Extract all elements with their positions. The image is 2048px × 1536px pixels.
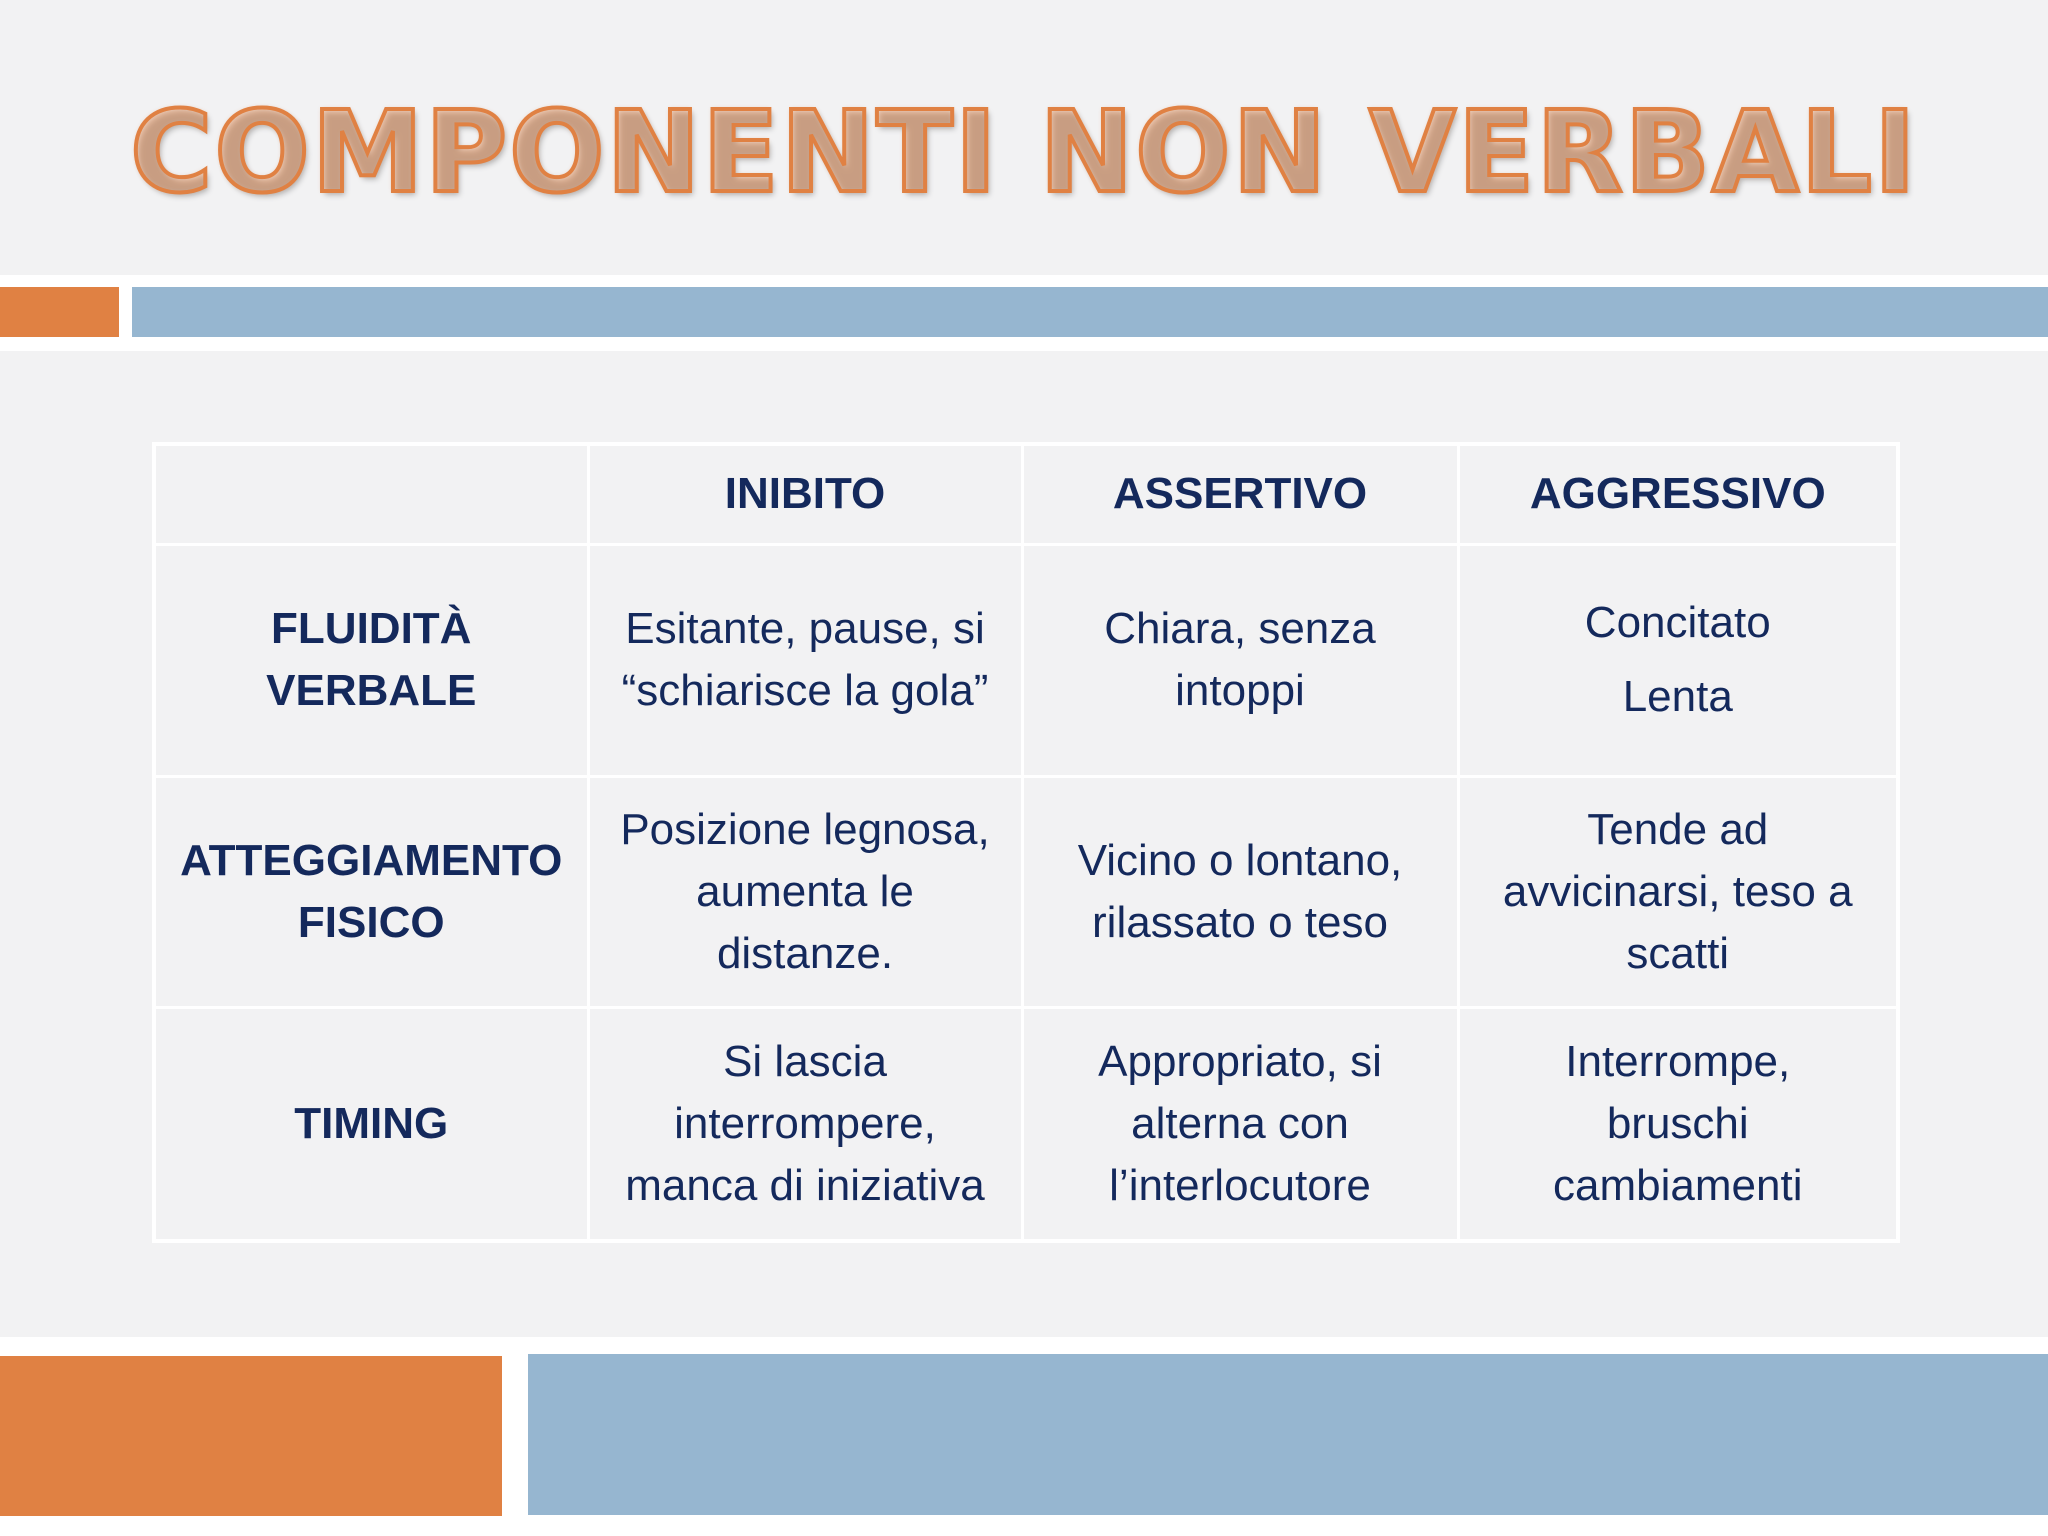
row-header-line: TIMING (294, 1098, 449, 1148)
table-header-row (154, 444, 1898, 544)
row-header-line: VERBALE (266, 666, 477, 715)
cell-line: manca di iniziativa (625, 1160, 985, 1210)
row-header-timing (154, 1007, 588, 1241)
cell-line: “schiarisce la gola” (621, 666, 989, 715)
slide-title: COMPONENTI NON VERBALI (130, 88, 1918, 218)
cell-line: Si lascia (723, 1036, 887, 1086)
cell-line: Chiara, senza (1104, 604, 1376, 653)
cell-timing-aggressivo (1458, 1007, 1898, 1241)
cell-line: interrompere, (674, 1098, 936, 1148)
cell-line: Concitato (1584, 598, 1771, 647)
top-blue-bar (132, 287, 2048, 337)
cell-line: aumenta le (696, 866, 914, 916)
cell-line: Vicino o lontano, (1077, 835, 1403, 885)
cell-line: avvicinarsi, teso a (1502, 866, 1853, 916)
cell-line: rilassato o teso (1092, 897, 1388, 947)
cell-line: bruschi (1606, 1098, 1749, 1148)
header-cell-empty (154, 444, 588, 544)
cell-line: Tende ad (1587, 804, 1769, 854)
table-row-timing (154, 1007, 1898, 1241)
cell-line: Lenta (1622, 672, 1733, 721)
header-cell-inibito: INIBITO (588, 444, 1022, 544)
table-row-fluidita (154, 544, 1898, 776)
cell-atteggiamento-aggressivo (1458, 776, 1898, 1007)
row-header-line: FLUIDITÀ (271, 604, 472, 653)
cell-line: Posizione legnosa, (620, 804, 990, 854)
row-header-line: ATTEGGIAMENTO (180, 835, 563, 885)
table-row-atteggiamento (154, 776, 1898, 1007)
header-cell-assertivo: ASSERTIVO (1022, 444, 1458, 544)
cell-fluidita-aggressivo (1458, 544, 1898, 776)
cell-line: distanze. (716, 928, 894, 978)
row-header-line: FISICO (297, 897, 445, 947)
cell-line: alterna con (1131, 1098, 1349, 1148)
cell-fluidita-assertivo (1022, 544, 1458, 776)
bottom-blue-bar (528, 1354, 2048, 1515)
cell-line: Esitante, pause, si (625, 604, 985, 653)
row-header-atteggiamento (154, 776, 588, 1007)
cell-line: scatti (1626, 928, 1730, 978)
cell-line: Appropriato, si (1098, 1036, 1382, 1086)
cell-timing-assertivo (1022, 1007, 1458, 1241)
header-cell-aggressivo: AGGRESSIVO (1458, 444, 1898, 544)
comparison-table (152, 442, 1900, 1243)
cell-atteggiamento-assertivo (1022, 776, 1458, 1007)
cell-line: l’interlocutore (1109, 1160, 1371, 1210)
cell-line: Interrompe, (1565, 1036, 1791, 1086)
cell-line: intoppi (1175, 666, 1305, 715)
cell-fluidita-inibito (588, 544, 1022, 776)
top-orange-bar (0, 287, 119, 337)
cell-atteggiamento-inibito (588, 776, 1022, 1007)
cell-timing-inibito (588, 1007, 1022, 1241)
row-header-fluidita (154, 544, 588, 776)
bottom-orange-bar (0, 1356, 502, 1516)
cell-line: cambiamenti (1553, 1160, 1803, 1210)
